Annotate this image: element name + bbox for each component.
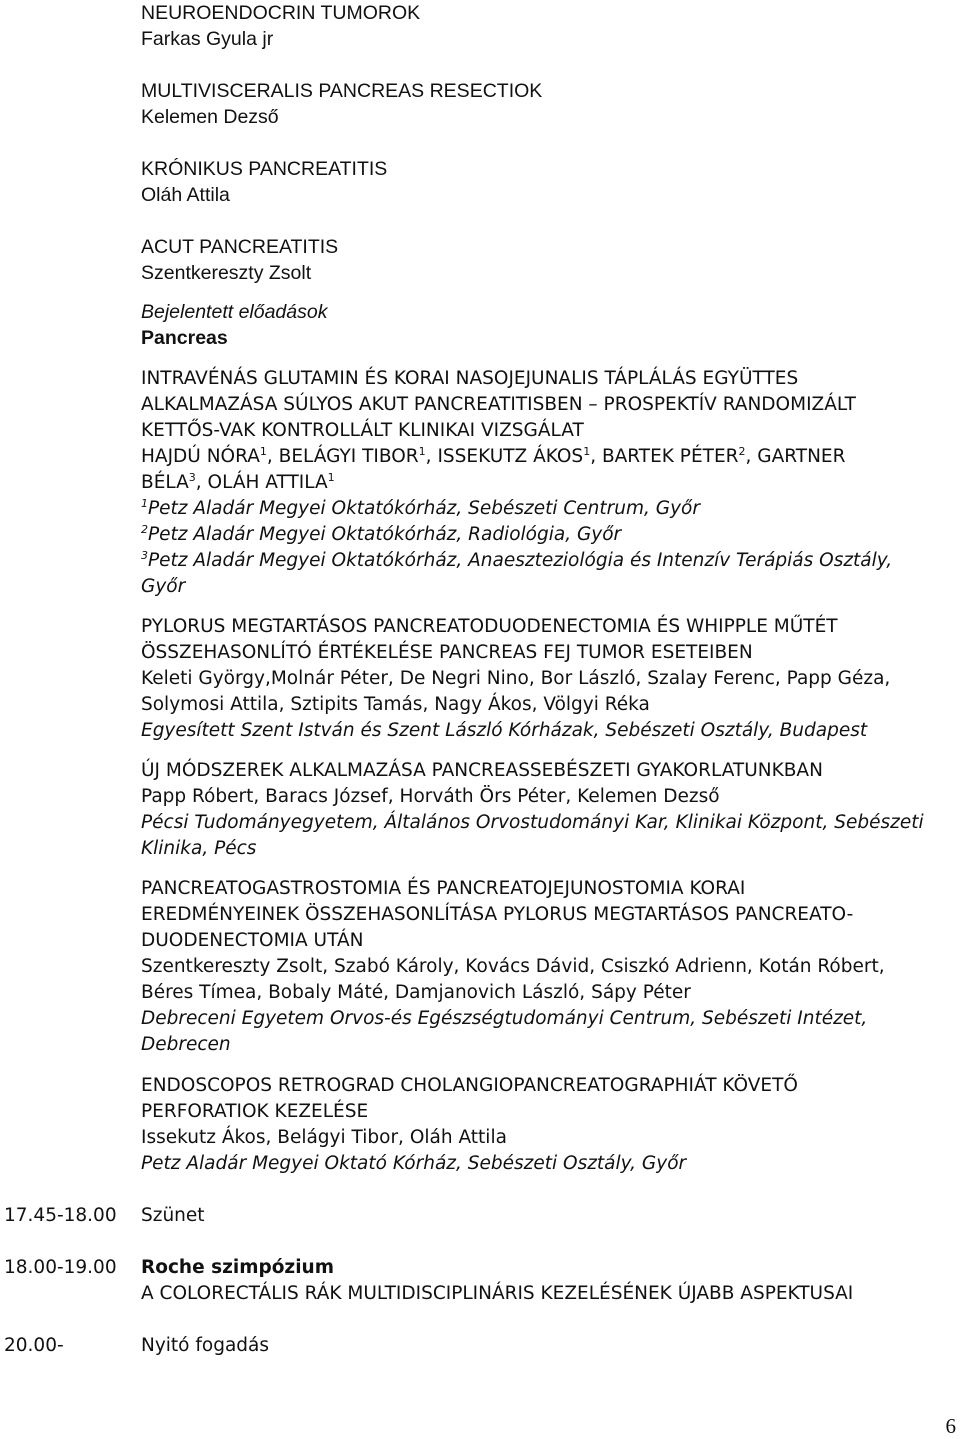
talk-title: ACUT PANCREATITIS	[141, 236, 339, 258]
schedule-time: 20.00-	[4, 1335, 64, 1356]
abstract-authors: Papp Róbert, Baracs József, Horváth Örs Péter, Kelemen Dezső	[141, 786, 720, 807]
abstract-title: KETTŐS-VAK KONTROLLÁLT KLINIKAI VIZSGÁLAT	[141, 420, 584, 441]
talk-title: KRÓNIKUS PANCREATITIS	[141, 158, 388, 180]
section-topic: Pancreas	[141, 327, 228, 349]
abstract	[141, 1073, 951, 1177]
talk-speaker: Oláh Attila	[141, 184, 230, 206]
author-name: OLÁH ATTILA	[207, 472, 328, 493]
author-name: BARTEK PÉTER	[601, 446, 739, 467]
talk-speaker: Szentkereszty Zsolt	[141, 262, 312, 284]
affiliation-text: Petz Aladár Megyei Oktatókórház, Sebészeti Centrum, Győr	[148, 498, 700, 519]
author-sup: 2	[738, 445, 746, 458]
author-sup: 1	[583, 445, 591, 458]
schedule-time: 18.00-19.00	[4, 1257, 117, 1278]
schedule-title: Szünet	[141, 1205, 205, 1226]
affiliation-sup: 2	[141, 523, 148, 536]
abstract-title: PERFORATIOK KEZELÉSE	[141, 1101, 369, 1122]
schedule-title: Roche szimpózium	[141, 1257, 334, 1278]
affiliation-line: Győr	[141, 576, 186, 597]
author-sup: 3	[188, 471, 196, 484]
page-number: 6	[945, 1414, 956, 1438]
schedule-entry	[141, 1255, 951, 1307]
abstract-authors: Solymosi Attila, Sztipits Tamás, Nagy Ákos, Völgyi Réka	[141, 694, 650, 715]
abstract-title: PANCREATOGASTROSTOMIA ÉS PANCREATOJEJUNOSTOMIA KORAI	[141, 878, 746, 899]
affiliation-sup: 1	[141, 497, 148, 510]
affiliation-text: Petz Aladár Megyei Oktatókórház, Radiológia, Győr	[148, 524, 622, 545]
abstract-authors: Béres Tímea, Bobaly Máté, Damjanovich László, Sápy Péter	[141, 982, 691, 1003]
abstract-authors-line: HAJDÚ NÓRA$^1$, BELÁGYI TIBOR$^1$, ISSEKUTZ ÁKOS$^1$, BARTEK PÉTER$^2$, GARTNER	[141, 444, 951, 470]
abstract-title: INTRAVÉNÁS GLUTAMIN ÉS KORAI NASOJEJUNALIS TÁPLÁLÁS EGYÜTTES	[141, 368, 799, 389]
author-sup: 1	[259, 445, 267, 458]
schedule-subtitle: A COLORECTÁLIS RÁK MULTIDISCIPLINÁRIS KEZELÉSÉNEK ÚJABB ASPEKTUSAI	[141, 1283, 854, 1304]
author-name: ISSEKUTZ ÁKOS	[437, 446, 584, 467]
abstract	[141, 614, 951, 744]
abstract-affiliation: Petz Aladár Megyei Oktató Kórház, Sebészeti Osztály, Győr	[141, 1153, 687, 1174]
abstract	[141, 876, 951, 1058]
abstract-affiliation: Klinika, Pécs	[141, 838, 257, 859]
affiliation-line	[141, 548, 951, 574]
author-name: BELÁGYI TIBOR	[278, 446, 419, 467]
author-name-part: GARTNER	[757, 446, 846, 467]
abstract-affiliation: Egyesített Szent István és Szent László Kórházak, Sebészeti Osztály, Budapest	[141, 720, 868, 741]
schedule-time: 17.45-18.00	[4, 1205, 117, 1226]
abstract-title: ÚJ MÓDSZEREK ALKALMAZÁSA PANCREASSEBÉSZETI GYAKORLATUNKBAN	[141, 760, 823, 781]
abstract-title: PYLORUS MEGTARTÁSOS PANCREATODUODENECTOMIA ÉS WHIPPLE MŰTÉT	[141, 616, 838, 637]
affiliation-sup: 3	[141, 549, 148, 562]
section-label: Bejelentett előadások	[141, 301, 328, 323]
abstract-affiliation: Debrecen	[141, 1034, 231, 1055]
abstract-affiliation: Debreceni Egyetem Orvos-és Egészségtudományi Centrum, Sebészeti Intézet,	[141, 1008, 868, 1029]
affiliation-line	[141, 522, 951, 548]
author-sup: 1	[327, 471, 335, 484]
abstract	[141, 758, 951, 862]
talk-speaker: Farkas Gyula jr	[141, 28, 274, 50]
abstract-authors: Keleti György,Molnár Péter, De Negri Nino, Bor László, Szalay Ferenc, Papp Géza,	[141, 668, 891, 689]
abstract-authors-layout	[141, 444, 951, 600]
abstract-title: ENDOSCOPOS RETROGRAD CHOLANGIOPANCREATOGRAPHIÁT KÖVETŐ	[141, 1075, 798, 1096]
abstract-title: DUODENECTOMIA UTÁN	[141, 930, 364, 951]
affiliation-text: Petz Aladár Megyei Oktatókórház, Anaeszteziológia és Intenzív Terápiás Osztály,	[148, 550, 893, 571]
abstract-title: EREDMÉNYEINEK ÖSSZEHASONLÍTÁSA PYLORUS MEGTARTÁSOS PANCREATO-	[141, 904, 854, 925]
abstract-affiliation: Pécsi Tudományegyetem, Általános Orvostudományi Kar, Klinikai Központ, Sebészeti	[141, 812, 924, 833]
abstract	[141, 366, 951, 444]
schedule-title: Nyitó fogadás	[141, 1335, 270, 1356]
schedule-entry	[141, 1333, 951, 1359]
abstract-authors: Szentkereszty Zsolt, Szabó Károly, Kovács Dávid, Csiszkó Adrienn, Kotán Róbert,	[141, 956, 885, 977]
affiliation-line	[141, 496, 951, 522]
talk-title: MULTIVISCERALIS PANCREAS RESECTIOK	[141, 80, 543, 102]
abstract-authors-line: BÉLA$^3$, OLÁH ATTILA$^1$	[141, 470, 951, 496]
author-sup: 1	[418, 445, 426, 458]
schedule-entry	[141, 1203, 951, 1229]
author-name: HAJDÚ NÓRA	[141, 446, 260, 467]
abstract-title: ÖSSZEHASONLÍTÓ ÉRTÉKELÉSE PANCREAS FEJ TUMOR ESETEIBEN	[141, 642, 753, 663]
talk-speaker: Kelemen Dezső	[141, 106, 279, 128]
section-heading	[141, 299, 951, 351]
abstract-authors: Issekutz Ákos, Belágyi Tibor, Oláh Attila	[141, 1127, 507, 1148]
abstract-title: ALKALMAZÁSA SÚLYOS AKUT PANCREATITISBEN – PROSPEKTÍV RANDOMIZÁLT	[141, 394, 856, 415]
author-name-part: BÉLA	[141, 472, 189, 493]
talk-title: NEUROENDOCRIN TUMOROK	[141, 2, 421, 24]
talk-list	[141, 0, 951, 286]
